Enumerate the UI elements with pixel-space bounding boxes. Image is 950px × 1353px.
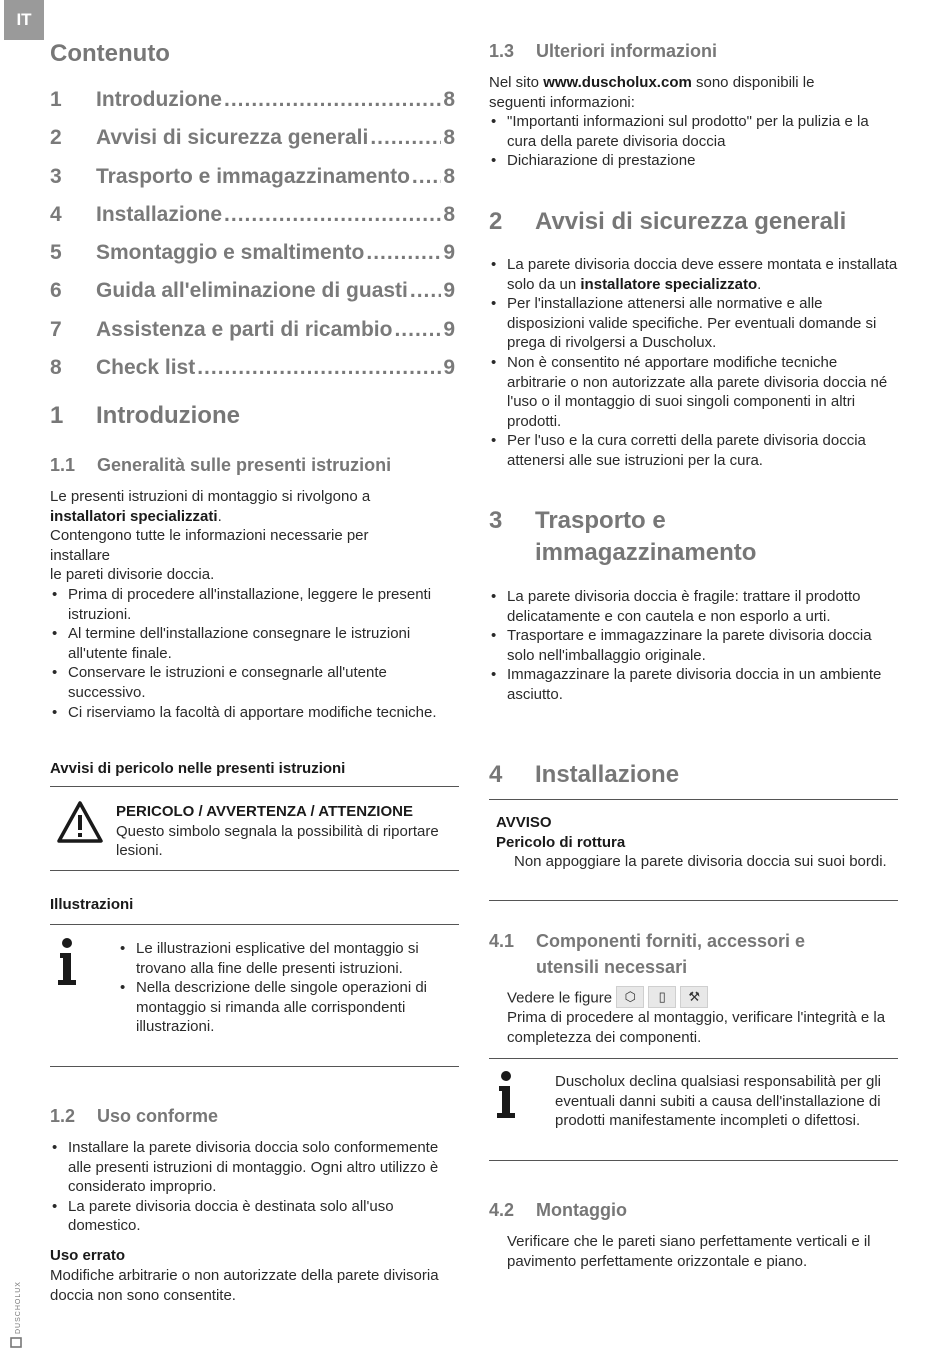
divider <box>489 1058 898 1059</box>
toc-page-number: 8 <box>443 126 455 150</box>
components-check: Prima di procedere al montaggio, verificare l'integrità e la completezza dei componenti. <box>507 1009 886 1046</box>
toc-leader-dots <box>197 358 441 378</box>
toc-leader-dots <box>224 90 441 110</box>
divider <box>489 1160 898 1161</box>
section-4-heading <box>489 759 679 791</box>
toc-leader-dots <box>410 281 441 301</box>
warning-title: PERICOLO / AVVERTENZA / ATTENZIONE <box>116 803 413 820</box>
illustrations-info <box>118 939 458 1037</box>
toc-label: Trasporto e immagazzinamento <box>96 164 410 188</box>
toc-page-number: 9 <box>443 356 455 380</box>
toc-leader-dots <box>370 128 441 148</box>
section-title <box>535 505 756 569</box>
toc-label: Introduzione <box>96 88 222 111</box>
misuse-heading: Uso errato <box>50 1247 126 1264</box>
list-item: • Installare la parete divisoria doccia solo conformemente alle presenti istruzioni di montaggio. Ogni altro utilizzo è considerato improprio. <box>50 1138 459 1197</box>
notice-label: AVVISO <box>496 814 552 831</box>
toc-number: 2 <box>50 126 62 150</box>
package-icon: ⬡ <box>616 986 644 1008</box>
info-text: Nel sito <box>489 74 544 91</box>
section-title: Ulteriori informazioni <box>536 41 718 61</box>
list-item: • Nella descrizione delle singole operazioni di montaggio si rimanda alle corrispondenti illustrazioni. <box>118 978 458 1037</box>
section-title: Generalità sulle presenti istruzioni <box>97 455 392 475</box>
list-item: • Dichiarazione di prestazione <box>489 151 898 171</box>
toc-leader-dots <box>412 167 441 187</box>
list-item: • Al termine dell'installazione consegnare le istruzioni all'utente finale. <box>50 624 459 663</box>
section-number: 4 <box>489 761 503 788</box>
section-title: Montaggio <box>536 1200 627 1220</box>
language-tab: IT <box>4 0 44 40</box>
notice-box <box>496 813 896 872</box>
toc-page-number: 9 <box>443 317 455 341</box>
website-link[interactable]: www.duscholux.com <box>543 74 692 91</box>
toc-number: 6 <box>50 279 62 303</box>
components-text <box>507 986 897 1047</box>
section-number: 1.2 <box>50 1106 76 1126</box>
list-item: • Ci riserviamo la facoltà di apportare modifiche tecniche. <box>50 703 459 723</box>
divider <box>489 799 898 800</box>
toc-label: Assistenza e parti di ricambio <box>96 317 393 341</box>
list-item: • Le illustrazioni esplicative del montaggio si trovano alla fine delle presenti istruzioni. <box>118 939 458 978</box>
intended-use <box>50 1138 459 1236</box>
intro-end: . <box>217 507 222 525</box>
section-title: Avvisi di sicurezza generali <box>535 208 847 235</box>
toc-item[interactable] <box>50 164 455 205</box>
toc-number: 5 <box>50 241 62 265</box>
list-item: • Immagazzinare la parete divisoria doccia in un ambiente asciutto. <box>489 665 898 704</box>
list-item: • Prima di procedere all'installazione, leggere le presenti istruzioni. <box>50 585 459 624</box>
toc-item[interactable] <box>50 90 455 128</box>
section-title: Componenti forniti, accessori e utensili necessari <box>536 931 806 977</box>
safety-notes <box>489 255 898 471</box>
toc-leader-dots <box>366 243 441 263</box>
intro-paragraph <box>50 487 459 722</box>
toc-label: Avvisi di sicurezza generali <box>96 126 369 150</box>
toc-label: Check list <box>96 356 196 380</box>
list-item: • Non è consentito né apportare modifiche tecniche arbitrarie o non autorizzate alla parete divisoria doccia né l'uso o il montaggio di suoi singoli componenti in altri prodotti. <box>489 353 898 431</box>
section-title: Installazione <box>535 761 680 788</box>
section-title: Introduzione <box>96 402 240 429</box>
toc-item[interactable] <box>50 243 455 281</box>
toc-label: Smontaggio e smaltimento <box>96 241 365 265</box>
toc-item[interactable] <box>50 317 455 358</box>
toc-page-number: 8 <box>443 88 455 111</box>
toc-page-number: 9 <box>443 279 455 303</box>
list-item: • Per l'uso e la cura corretti della parete divisoria doccia attenersi alle sue istruzioni per la cura. <box>489 431 898 470</box>
divider <box>50 786 459 787</box>
misuse-text: Modifiche arbitrarie o non autorizzate della parete divisoria doccia non sono consentite. <box>50 1267 439 1304</box>
section-number: 3 <box>489 507 503 534</box>
toc-title: Contenuto <box>50 40 170 67</box>
section-title: Uso conforme <box>97 1106 219 1126</box>
toc-number: 3 <box>50 164 62 188</box>
divider <box>50 1066 459 1067</box>
toc-page-number: 9 <box>443 241 455 265</box>
tools-icon: ⚒ <box>680 986 708 1008</box>
toc-page-number: 8 <box>443 202 455 226</box>
toc-leader-dots <box>394 320 441 340</box>
toc-page-number: 8 <box>443 164 455 188</box>
section-1-heading <box>50 400 240 432</box>
section-number: 4.2 <box>489 1200 515 1220</box>
intro-text-2: Contengono tutte le informazioni necessarie per installare <box>50 527 369 564</box>
divider <box>489 900 898 901</box>
further-info <box>489 73 898 171</box>
toc-item[interactable] <box>50 358 455 396</box>
toc-item[interactable] <box>50 202 455 243</box>
section-number: 1 <box>50 402 64 429</box>
warning-box <box>116 802 456 861</box>
svg-text:DUSCHOLUX: DUSCHOLUX <box>15 1281 22 1334</box>
intro-bullets <box>50 585 459 722</box>
toc-label: Guida all'eliminazione di guasti <box>96 279 408 303</box>
section-4-2-heading <box>489 1197 627 1223</box>
list-item: • Per l'installazione attenersi alle normative e alle disposizioni valide specifiche. Per eventuali domande si prega di rivolgersi a Duscholux. <box>489 294 898 353</box>
section-number: 4.1 <box>489 931 515 951</box>
toc-item[interactable] <box>50 128 455 166</box>
section-number: 2 <box>489 208 503 235</box>
warning-text: Questo simbolo segnala la possibilità di riportare lesioni. <box>116 822 439 860</box>
intro-text-3: le pareti divisorie doccia. <box>50 566 215 584</box>
list-item <box>489 255 898 294</box>
mounting-text: Verificare che le pareti siano perfettamente verticali e il pavimento perfettamente orizzontale e piano. <box>507 1233 871 1270</box>
illustrations-heading: Illustrazioni <box>50 896 134 913</box>
divider <box>50 870 459 871</box>
list-item: • La parete divisoria doccia è destinata solo all'uso domestico. <box>50 1197 459 1236</box>
notice-text: Non appoggiare la parete divisoria doccia sui suoi bordi. <box>514 853 887 871</box>
toc-number: 7 <box>50 317 62 341</box>
section-number: 1.3 <box>489 41 515 61</box>
section-4-1-heading <box>489 928 898 980</box>
notice-title: Pericolo di rottura <box>496 833 626 851</box>
safety-end: . <box>757 275 762 293</box>
safety-text: La parete divisoria doccia deve essere montata e installata solo da un <box>507 256 898 293</box>
list-item: • "Importanti informazioni sul prodotto" per la pulizia e la cura della parete divisoria doccia <box>489 112 898 151</box>
section-1-1-heading <box>50 452 391 478</box>
warning-triangle-icon <box>56 800 104 844</box>
toc-number: 8 <box>50 356 62 380</box>
safety-bold: installatore specializzato <box>580 275 758 293</box>
title-line-2: immagazzinamento <box>535 539 757 566</box>
list-item: • La parete divisoria doccia è fragile: trattare il prodotto delicatamente e con cautela e non esporlo a urti. <box>489 587 898 626</box>
toc-leader-dots <box>224 205 441 225</box>
figure-icons <box>616 986 708 1008</box>
divider <box>50 924 459 925</box>
list-item: • Trasportare e immagazzinare la parete divisoria doccia solo nell'imballaggio originale. <box>489 626 898 665</box>
intro-text: Le presenti istruzioni di montaggio si rivolgono a <box>50 488 371 505</box>
section-1-2-heading <box>50 1103 218 1129</box>
liability-info: Duscholux declina qualsiasi responsabilità per gli eventuali danni subiti a causa dell'installazione di prodotti manifestamente incompleti o difettosi. <box>555 1073 882 1130</box>
intro-bold: installatori specializzati <box>50 507 218 525</box>
components-ref: Vedere le figure <box>507 989 613 1007</box>
bag-icon: ▯ <box>648 986 676 1008</box>
section-number: 1.1 <box>50 455 76 475</box>
info-text: sono disponibili le seguenti informazioni: <box>489 74 815 111</box>
table-of-contents <box>50 90 455 396</box>
info-icon <box>56 938 78 986</box>
title-line-1: Trasporto e <box>535 507 666 534</box>
toc-label: Installazione <box>96 202 223 226</box>
toc-item[interactable] <box>50 281 455 319</box>
info-icon <box>495 1071 517 1119</box>
toc-number: 4 <box>50 202 62 226</box>
transport-notes <box>489 587 898 705</box>
toc-number: 1 <box>50 88 62 111</box>
warnings-heading: Avvisi di pericolo nelle presenti istruzioni <box>50 760 346 777</box>
section-3-heading <box>489 505 756 569</box>
section-2-heading <box>489 206 846 238</box>
list-item: • Conservare le istruzioni e consegnarle all'utente successivo. <box>50 663 459 702</box>
section-1-3-heading <box>489 38 717 64</box>
duscholux-logo <box>10 1278 24 1348</box>
